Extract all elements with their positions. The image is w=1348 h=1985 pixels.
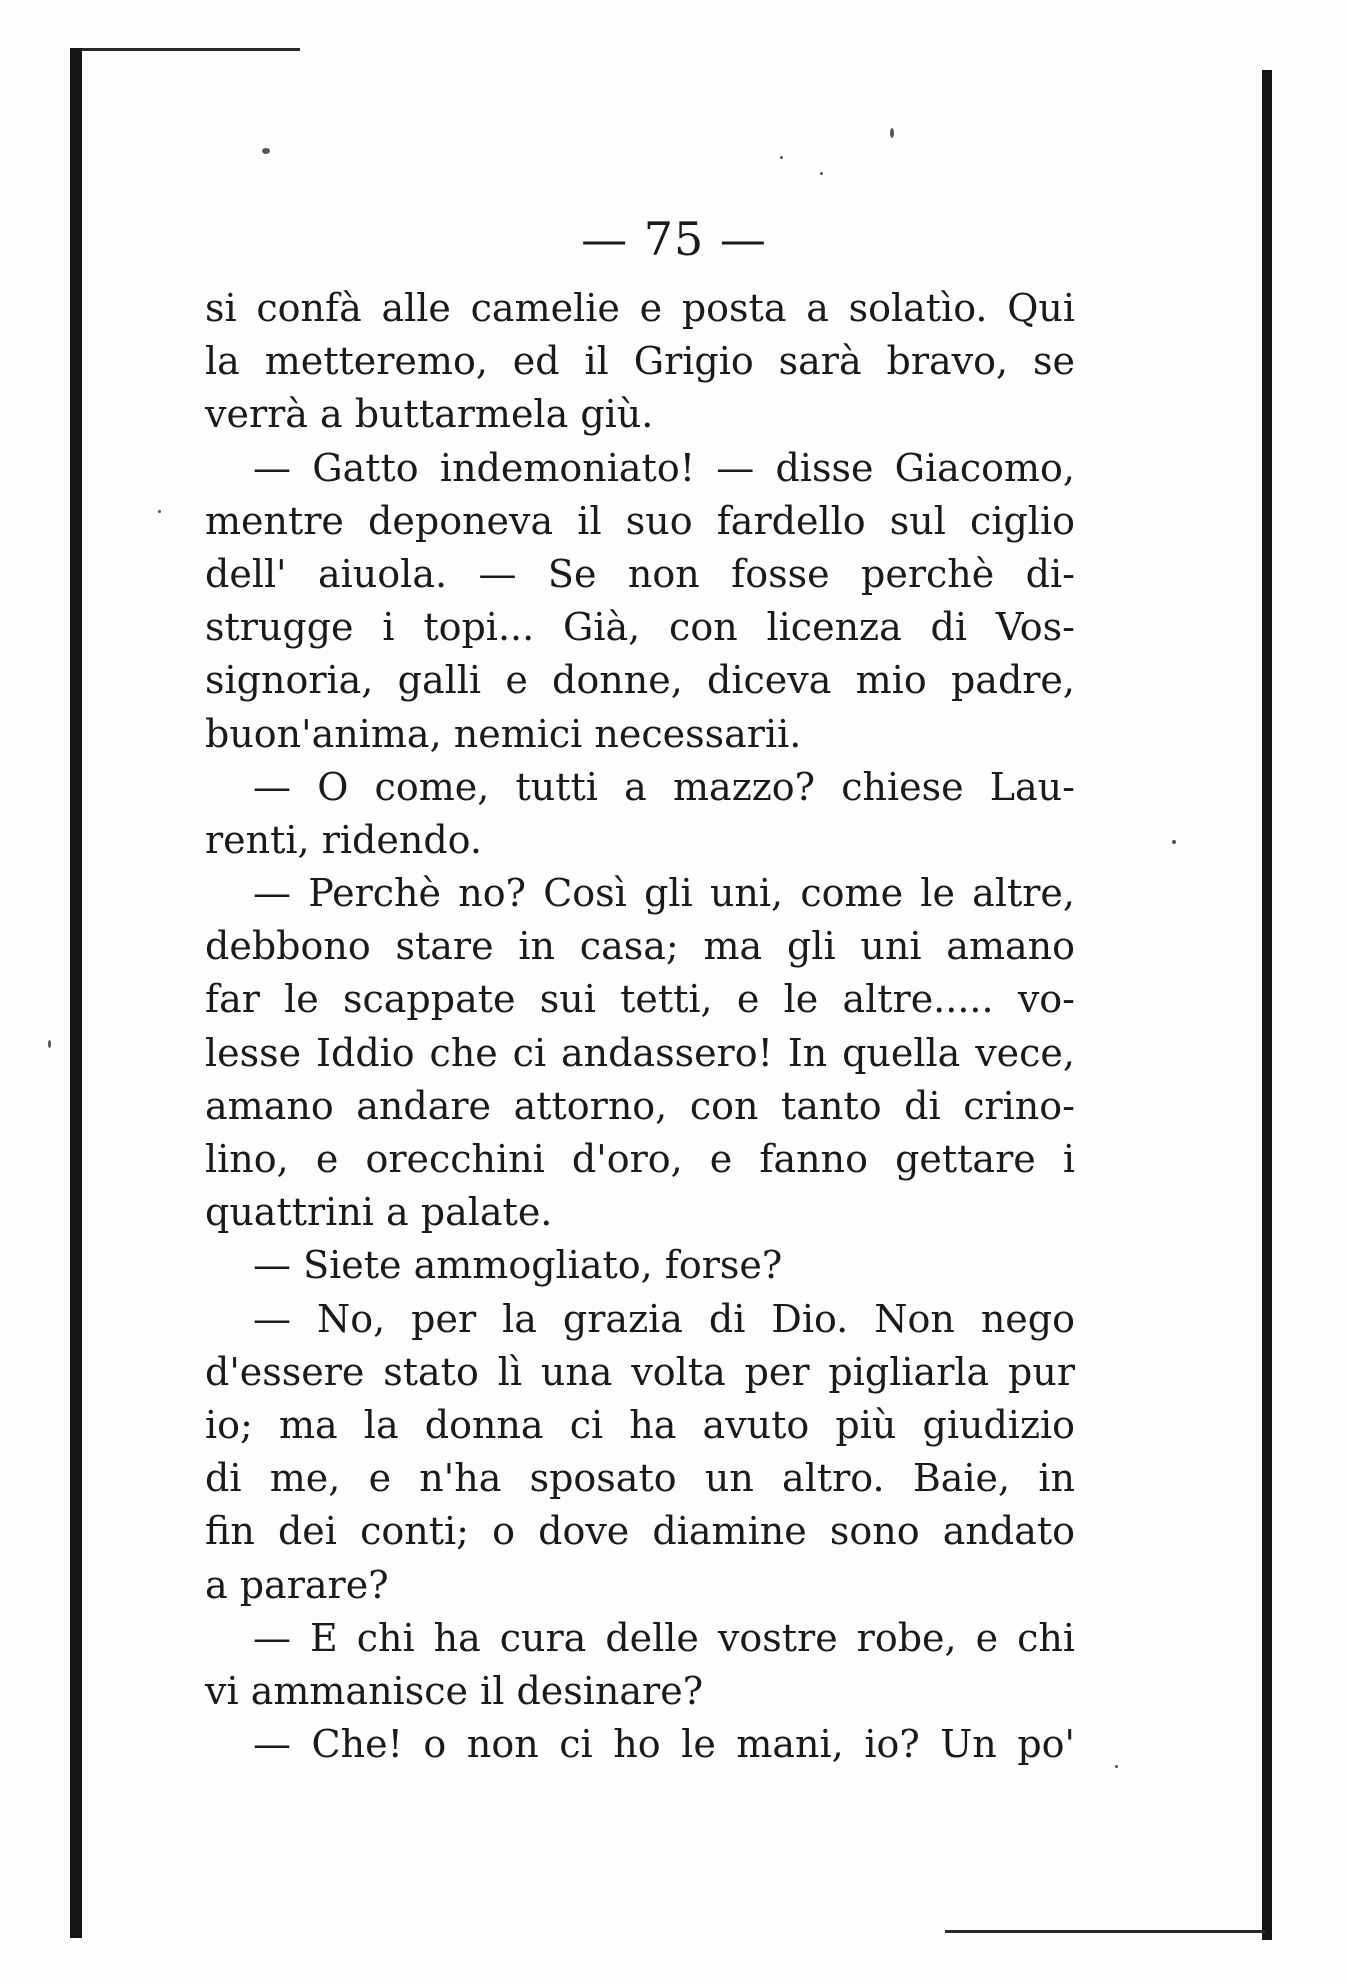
- text-line: a parare?: [205, 1562, 389, 1607]
- scan-speck: [780, 156, 783, 159]
- scan-border-left: [70, 48, 82, 1938]
- text-line: — Perchè no? Così gli uni, come le altre,: [253, 871, 1075, 916]
- text-line: io; ma la donna ci ha avuto più giudizio: [205, 1402, 1075, 1447]
- text-line: lesse Iddio che ci andassero! In quella vece,: [205, 1030, 1075, 1075]
- text-line: si confà alle camelie e posta a solatìo. Qui: [205, 286, 1075, 330]
- text-line: — E chi ha cura delle vostre robe, e chi: [253, 1615, 1075, 1660]
- scan-speck: [820, 172, 823, 175]
- text-line: strugge i topi... Già, con licenza di Vos-: [205, 605, 1075, 650]
- text-line: mentre deponeva il suo fardello sul ciglio: [205, 498, 1075, 543]
- text-line: renti, ridendo.: [205, 817, 482, 862]
- text-line: debbono stare in casa; ma gli uni amano: [205, 924, 1075, 969]
- scan-speck: [890, 128, 894, 138]
- page-number: — 75 —: [581, 212, 767, 266]
- text-line: quattrini a palate.: [205, 1190, 553, 1235]
- text-line: lino, e orecchini d'oro, e fanno gettare i: [205, 1137, 1075, 1181]
- text-line: d'essere stato lì una volta per pigliarla pur: [205, 1349, 1075, 1394]
- text-line: buon'anima, nemici necessarii.: [205, 711, 802, 756]
- scan-speck: [1115, 1765, 1118, 1768]
- text-line: di me, e n'ha sposato un altro. Baie, in: [205, 1456, 1075, 1501]
- scan-border-right: [1262, 70, 1272, 1940]
- text-line: far le scappate sui tetti, e le altre..... vo-: [205, 977, 1075, 1022]
- text-line: — O come, tutti a mazzo? chiese Lau-: [253, 764, 1075, 809]
- text-line: verrà a buttarmela giù.: [205, 392, 654, 437]
- scan-speck: [158, 510, 161, 513]
- text-line: fin dei conti; o dove diamine sono andato: [205, 1509, 1075, 1554]
- text-line: amano andare attorno, con tanto di crino-: [205, 1083, 1075, 1128]
- text-line: la metteremo, ed il Grigio sarà bravo, se: [205, 339, 1075, 384]
- scan-speck: [262, 148, 270, 154]
- text-line: — Che! o non ci ho le mani, io? Un po': [253, 1722, 1075, 1767]
- scan-speck: [48, 1040, 51, 1048]
- body-text: [205, 282, 1075, 1771]
- text-line: — Gatto indemoniato! — disse Giacomo,: [253, 445, 1075, 490]
- scan-border-top: [70, 48, 300, 51]
- text-line: dell' aiuola. — Se non fosse perchè di-: [205, 551, 1075, 596]
- text-line: signoria, galli e donne, diceva mio padre,: [205, 658, 1075, 703]
- text-line: — Siete ammogliato, forse?: [253, 1243, 783, 1288]
- scan-speck: [1172, 840, 1176, 844]
- text-line: — No, per la grazia di Dio. Non nego: [253, 1296, 1075, 1341]
- text-line: vi ammanisce il desinare?: [205, 1668, 704, 1713]
- scan-border-bottom: [945, 1930, 1265, 1933]
